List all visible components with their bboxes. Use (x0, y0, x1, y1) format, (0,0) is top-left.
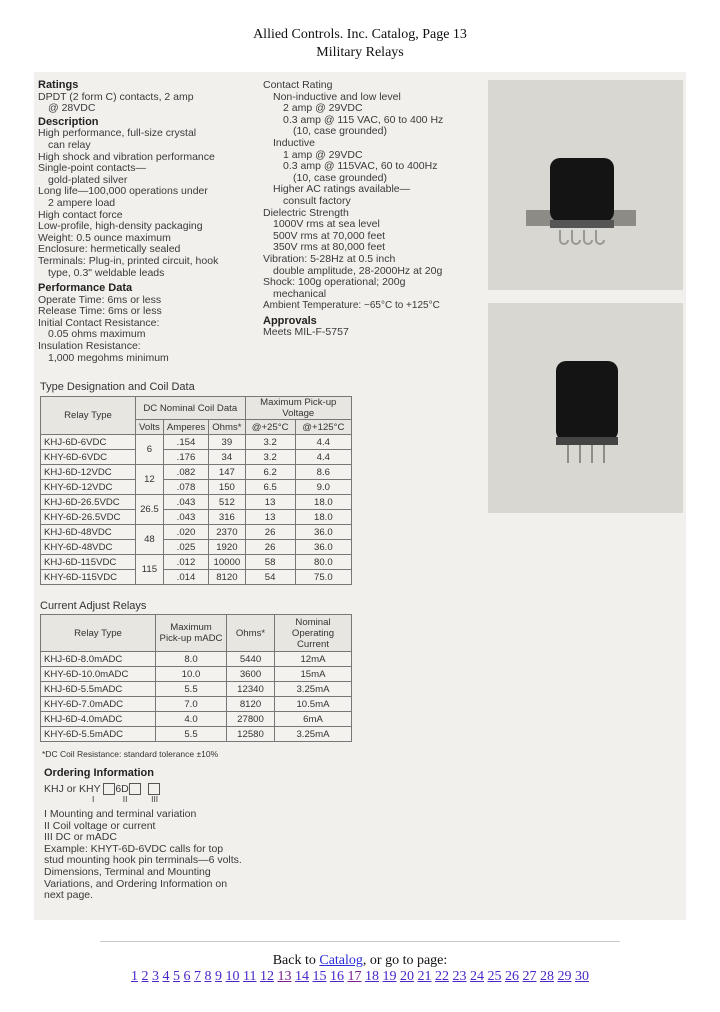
page-link-20[interactable]: 20 (399, 969, 414, 984)
pickup-125c-cell: 9.0 (295, 480, 351, 495)
current-cell: 10.5mA (275, 697, 352, 712)
ratings-line: DPDT (2 form C) contacts, 2 amp (38, 90, 194, 103)
page-link-29[interactable]: 29 (557, 969, 572, 984)
pickup-25c-cell: 6.2 (245, 465, 295, 480)
pickup-125c-cell: 18.0 (295, 495, 351, 510)
ohms-cell: 8120 (209, 570, 245, 585)
pickup-25c-cell: 3.2 (245, 450, 295, 465)
performance-line: 0.05 ohms maximum (48, 328, 146, 341)
catalog-link[interactable]: Catalog (319, 953, 363, 968)
back-text: Back to (272, 953, 316, 968)
description-line: can relay (48, 138, 91, 151)
col-relay-type: Relay Type (41, 615, 156, 652)
col-ohms: Ohms* (209, 420, 245, 435)
marker-i: I (92, 793, 95, 804)
relay-type-cell: KHY-6D-48VDC (41, 540, 136, 555)
ohms-cell: 12340 (227, 682, 275, 697)
ordering-note: II Coil voltage or current (44, 819, 156, 832)
goto-text: , or go to page: (362, 953, 448, 968)
table-row (41, 525, 352, 540)
pickup-25c-cell: 26 (245, 525, 295, 540)
type-designation-table (40, 396, 352, 585)
description-heading: Description (38, 115, 99, 128)
current-table-title: Current Adjust Relays (40, 600, 147, 612)
ordering-info (44, 768, 284, 902)
relay-photo-hook (488, 80, 683, 290)
page-subtitle: Military Relays (316, 45, 404, 60)
page-link-27[interactable]: 27 (522, 969, 537, 984)
table-row (41, 495, 352, 510)
performance-line: Operate Time: 6ms or less (38, 293, 162, 306)
volts-cell: 6 (136, 435, 164, 465)
pickup-cell: 4.0 (156, 712, 227, 727)
current-cell: 15mA (275, 667, 352, 682)
page-link-10[interactable]: 10 (225, 969, 240, 984)
coil-footnote: *DC Coil Resistance: standard tolerance ±10% (42, 749, 219, 759)
relay-type-cell: KHY-6D-115VDC (41, 570, 136, 585)
page-link-13[interactable]: 13 (277, 969, 292, 984)
page-link-4[interactable]: 4 (162, 969, 170, 984)
page-link-2[interactable]: 2 (141, 969, 149, 984)
page-link-19[interactable]: 19 (382, 969, 397, 984)
ordering-note: Example: KHYT-6D-6VDC calls for top (44, 842, 224, 855)
page-link-9[interactable]: 9 (215, 969, 222, 984)
col-dc-nominal: DC Nominal Coil Data (136, 397, 246, 420)
table-row (41, 555, 352, 570)
pickup-125c-cell: 80.0 (295, 555, 351, 570)
table-row (41, 480, 352, 495)
relay-hook-pins-image (488, 80, 683, 290)
code-markers (44, 795, 284, 804)
amperes-cell: .025 (163, 540, 208, 555)
ohms-cell: 27800 (227, 712, 275, 727)
amperes-cell: .020 (163, 525, 208, 540)
col-ohms: Ohms* (227, 615, 275, 652)
col-max-pickup-madc: Maximum Pick-up mADC (156, 615, 227, 652)
page-link-30[interactable]: 30 (574, 969, 589, 984)
page-link-7[interactable]: 7 (194, 969, 201, 984)
ohms-cell: 316 (209, 510, 245, 525)
contact-line: Dielectric Strength (263, 206, 349, 219)
catalog-title: Allied Controls. Inc. Catalog, Page 13 (253, 27, 467, 42)
pickup-25c-cell: 6.5 (245, 480, 295, 495)
amperes-cell: .154 (163, 435, 208, 450)
page-link-1[interactable]: 1 (131, 969, 138, 984)
contact-line: Shock: 100g operational; 200g (263, 276, 406, 289)
current-adjust-table (40, 614, 352, 742)
col-125c: @+125°C (295, 420, 351, 435)
page-header (0, 26, 720, 62)
pickup-cell: 10.0 (156, 667, 227, 682)
ratings-line: @ 28VDC (48, 102, 96, 115)
ohms-cell: 39 (209, 435, 245, 450)
ohms-cell: 10000 (209, 555, 245, 570)
table-row (41, 450, 352, 465)
volts-cell: 26.5 (136, 495, 164, 525)
page-link-25[interactable]: 25 (487, 969, 502, 984)
contact-line: Higher AC ratings available— (273, 183, 411, 196)
relay-type-cell: KHY-6D-5.5mADC (41, 727, 156, 742)
current-cell: 3.25mA (275, 682, 352, 697)
table-row (41, 667, 352, 682)
amperes-cell: .043 (163, 495, 208, 510)
pickup-25c-cell: 13 (245, 495, 295, 510)
marker-ii: II (122, 793, 128, 804)
page-link-17[interactable]: 17 (347, 969, 362, 984)
ohms-cell: 8120 (227, 697, 275, 712)
description-line: 2 ampere load (48, 196, 116, 209)
ohms-cell: 512 (209, 495, 245, 510)
code-box-1 (103, 783, 115, 795)
description-line: Long life—100,000 operations under (38, 185, 208, 198)
ratings-heading: Ratings (38, 79, 79, 91)
contact-line: Inductive (273, 136, 316, 149)
contact-heading: Contact Rating (263, 79, 333, 91)
relay-pcb-pins-image (488, 303, 683, 513)
contact-line: (10, case grounded) (293, 125, 387, 138)
pickup-25c-cell: 58 (245, 555, 295, 570)
description-line: High performance, full-size crystal (38, 127, 197, 140)
page-links (0, 969, 720, 985)
page-link-11[interactable]: 11 (243, 969, 257, 984)
current-cell: 6mA (275, 712, 352, 727)
contact-line: Non-inductive and low level (273, 90, 401, 103)
current-cell: 3.25mA (275, 727, 352, 742)
marker-iii: III (151, 793, 159, 804)
amperes-cell: .014 (163, 570, 208, 585)
footer-divider (100, 941, 620, 942)
code-mid: 6D (115, 782, 129, 795)
type-table-title: Type Designation and Coil Data (40, 381, 195, 393)
contact-line: 0.3 amp @ 115 VAC, 60 to 400 Hz (283, 113, 444, 126)
contact-line: 2 amp @ 29VDC (283, 102, 363, 115)
pickup-125c-cell: 75.0 (295, 570, 351, 585)
page-link-23[interactable]: 23 (452, 969, 467, 984)
relay-type-cell: KHJ-6D-6VDC (41, 435, 136, 450)
contact-line: 0.3 amp @ 115VAC, 60 to 400Hz (283, 160, 438, 173)
pickup-125c-cell: 4.4 (295, 450, 351, 465)
performance-line: Insulation Resistance: (38, 340, 141, 353)
description-line: High shock and vibration performance (38, 150, 215, 163)
description-line: type, 0.3" weldable leads (48, 266, 165, 279)
description-line: Single-point contacts— (38, 162, 146, 175)
ordering-note: next page. (44, 889, 94, 902)
description-line: Terminals: Plug-in, printed circuit, hook (38, 254, 219, 267)
table-row (41, 540, 352, 555)
ordering-code (44, 783, 284, 795)
back-nav (0, 953, 720, 969)
pickup-25c-cell: 3.2 (245, 435, 295, 450)
ohms-cell: 12580 (227, 727, 275, 742)
amperes-cell: .078 (163, 480, 208, 495)
table-row (41, 435, 352, 450)
relay-type-cell: KHJ-6D-48VDC (41, 525, 136, 540)
description-line: Low-profile, high-density packaging (38, 220, 203, 233)
description-line: Weight: 0.5 ounce maximum (38, 231, 171, 244)
page-link-16[interactable]: 16 (329, 969, 344, 984)
pickup-25c-cell: 54 (245, 570, 295, 585)
col-volts: Volts (136, 420, 164, 435)
page-link-21[interactable]: 21 (417, 969, 432, 984)
pickup-cell: 7.0 (156, 697, 227, 712)
pickup-125c-cell: 8.6 (295, 465, 351, 480)
col-relay-type: Relay Type (41, 397, 136, 435)
pickup-25c-cell: 13 (245, 510, 295, 525)
performance-line: Release Time: 6ms or less (38, 305, 162, 318)
contact-line: consult factory (283, 194, 351, 207)
ohms-cell: 147 (209, 465, 245, 480)
relay-type-cell: KHJ-6D-4.0mADC (41, 712, 156, 727)
pickup-125c-cell: 4.4 (295, 435, 351, 450)
ohms-cell: 34 (209, 450, 245, 465)
volts-cell: 115 (136, 555, 164, 585)
contact-line: double amplitude, 28-2000Hz at 20g (273, 264, 443, 277)
pickup-125c-cell: 36.0 (295, 525, 351, 540)
ordering-note: Variations, and Ordering Information on (44, 877, 228, 890)
pickup-cell: 5.5 (156, 727, 227, 742)
volts-cell: 12 (136, 465, 164, 495)
ohms-cell: 150 (209, 480, 245, 495)
table-row (41, 570, 352, 585)
contact-line: 350V rms at 80,000 feet (273, 241, 386, 254)
pickup-125c-cell: 18.0 (295, 510, 351, 525)
page-link-26[interactable]: 26 (504, 969, 519, 984)
pickup-25c-cell: 26 (245, 540, 295, 555)
page-link-22[interactable]: 22 (434, 969, 449, 984)
relay-type-cell: KHJ-6D-8.0mADC (41, 652, 156, 667)
contact-line: Ambient Temperature: −65°C to +125°C (263, 300, 440, 312)
approvals-heading: Approvals (263, 314, 317, 327)
contact-line: 1 amp @ 29VDC (283, 148, 363, 161)
right-specs (263, 80, 485, 339)
relay-type-cell: KHY-6D-26.5VDC (41, 510, 136, 525)
performance-heading: Performance Data (38, 282, 133, 295)
current-cell: 12mA (275, 652, 352, 667)
contact-line: 500V rms at 70,000 feet (273, 229, 386, 242)
description-line: Enclosure: hermetically sealed (38, 243, 181, 256)
code-prefix: KHJ or KHY (44, 782, 101, 795)
relay-type-cell: KHY-6D-10.0mADC (41, 667, 156, 682)
page-link-14[interactable]: 14 (294, 969, 309, 984)
ohms-cell: 2370 (209, 525, 245, 540)
contact-line: (10, case grounded) (293, 171, 387, 184)
performance-line: Initial Contact Resistance: (38, 316, 160, 329)
pickup-cell: 8.0 (156, 652, 227, 667)
ohms-cell: 5440 (227, 652, 275, 667)
table-row (41, 465, 352, 480)
table-row (41, 697, 352, 712)
volts-cell: 48 (136, 525, 164, 555)
amperes-cell: .043 (163, 510, 208, 525)
ohms-cell: 3600 (227, 667, 275, 682)
contact-line: Vibration: 5-28Hz at 0.5 inch (263, 252, 396, 265)
performance-line: 1,000 megohms minimum (48, 351, 169, 364)
table-row (41, 712, 352, 727)
page-link-18[interactable]: 18 (364, 969, 379, 984)
page-link-15[interactable]: 15 (312, 969, 327, 984)
page-link-8[interactable]: 8 (204, 969, 212, 984)
description-line: High contact force (38, 208, 123, 221)
col-max-pickup: Maximum Pick-up Voltage (245, 397, 351, 420)
table-row (41, 682, 352, 697)
ordering-note: III DC or mADC (44, 831, 117, 844)
relay-type-cell: KHJ-6D-26.5VDC (41, 495, 136, 510)
description-line: gold-plated silver (48, 173, 128, 186)
page-link-24[interactable]: 24 (469, 969, 484, 984)
left-specs (38, 80, 258, 364)
ordering-note: stud mounting hook pin terminals—6 volts. (44, 854, 242, 867)
approvals-line: Meets MIL-F-5757 (263, 326, 349, 339)
ordering-note: I Mounting and terminal variation (44, 807, 197, 820)
table-row (41, 510, 352, 525)
code-box-3 (148, 783, 160, 795)
contact-line: 1000V rms at sea level (273, 218, 380, 231)
relay-photo-pcb (488, 303, 683, 513)
relay-type-cell: KHY-6D-6VDC (41, 450, 136, 465)
col-amperes: Amperes (163, 420, 208, 435)
table-row (41, 727, 352, 742)
code-box-2 (129, 783, 141, 795)
ordering-note: Dimensions, Terminal and Mounting (44, 865, 211, 878)
pickup-125c-cell: 36.0 (295, 540, 351, 555)
page-link-5[interactable]: 5 (173, 969, 180, 984)
relay-type-cell: KHJ-6D-115VDC (41, 555, 136, 570)
table-row (41, 652, 352, 667)
page-link-6[interactable]: 6 (183, 969, 191, 984)
page-link-3[interactable]: 3 (152, 969, 159, 984)
pickup-cell: 5.5 (156, 682, 227, 697)
amperes-cell: .082 (163, 465, 208, 480)
relay-type-cell: KHJ-6D-5.5mADC (41, 682, 156, 697)
amperes-cell: .176 (163, 450, 208, 465)
relay-type-cell: KHJ-6D-12VDC (41, 465, 136, 480)
contact-line: mechanical (273, 287, 327, 300)
amperes-cell: .012 (163, 555, 208, 570)
page-link-28[interactable]: 28 (539, 969, 554, 984)
col-nominal-current: Nominal Operating Current (275, 615, 352, 652)
ohms-cell: 1920 (209, 540, 245, 555)
page-link-12[interactable]: 12 (259, 969, 274, 984)
ordering-heading: Ordering Information (44, 767, 154, 779)
relay-type-cell: KHY-6D-12VDC (41, 480, 136, 495)
relay-type-cell: KHY-6D-7.0mADC (41, 697, 156, 712)
col-25c: @+25°C (245, 420, 295, 435)
